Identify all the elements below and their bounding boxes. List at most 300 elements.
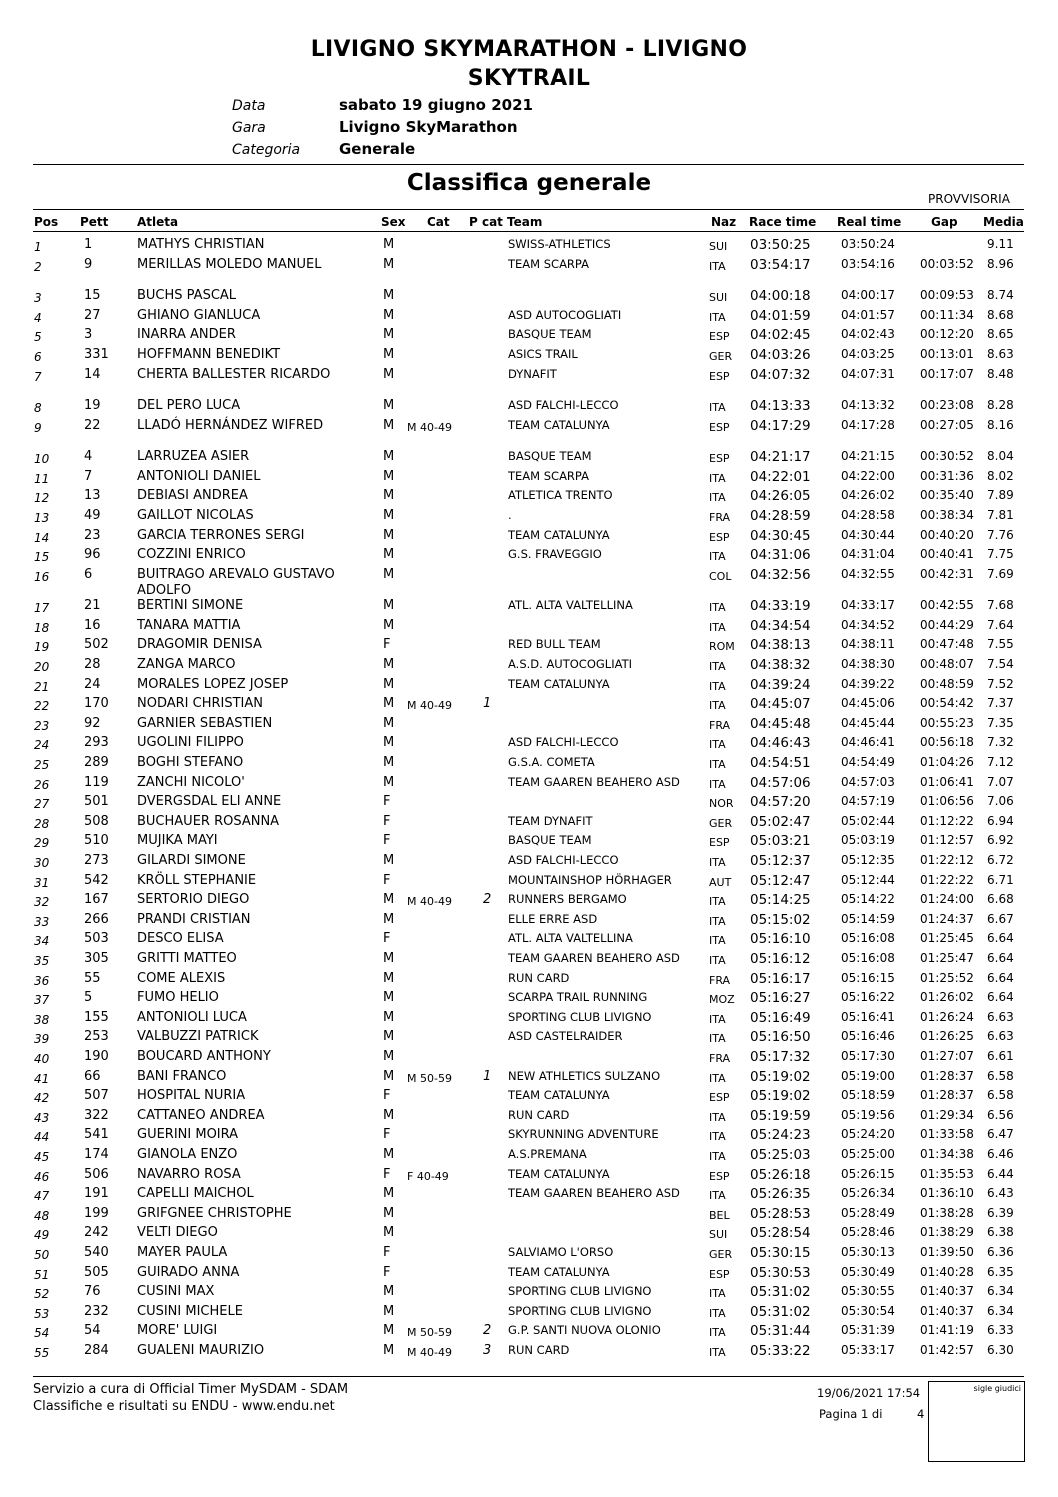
cell-real: 04:54:49 — [841, 755, 895, 769]
cell-team: TEAM CATALUNYA — [508, 527, 610, 542]
cell-real: 05:19:56 — [841, 1107, 895, 1122]
cell-name: GARCIA TERRONES SERGI — [137, 527, 305, 543]
cell-sex: F — [383, 637, 391, 653]
cell-time: 05:12:47 — [750, 872, 811, 889]
cell-naz: GER — [709, 1248, 733, 1261]
cell-real: 05:16:41 — [841, 1009, 895, 1024]
table-row — [0, 833, 1058, 853]
cell-pett: 331 — [84, 346, 109, 362]
cell-name: SERTORIO DIEGO — [137, 892, 250, 908]
cell-media: 7.89 — [987, 488, 1014, 503]
cell-media: 6.92 — [987, 833, 1014, 848]
cell-time: 04:01:59 — [750, 307, 811, 324]
cell-team: ASD FALCHI-LECCO — [508, 398, 619, 412]
col-atleta: Atleta — [137, 215, 179, 229]
cell-team: G.P. SANTI NUOVA OLONIO — [508, 1323, 661, 1338]
table-row — [0, 1088, 1058, 1108]
cell-pos: 37 — [34, 993, 50, 1008]
cell-gap: 01:41:19 — [920, 1323, 974, 1338]
cell-gap: 01:38:28 — [920, 1205, 974, 1220]
table-row — [0, 892, 1058, 912]
col-team: Team — [507, 215, 543, 229]
cell-name: BUITRAGO AREVALO GUSTAVO ADOLFO — [137, 566, 335, 598]
cell-pett: 66 — [84, 1068, 101, 1084]
cell-time: 03:50:25 — [750, 237, 811, 253]
cell-team: RUN CARD — [508, 1107, 570, 1122]
cell-sex: M — [383, 970, 395, 986]
cell-gap: 01:40:28 — [920, 1264, 974, 1279]
cell-media: 7.81 — [987, 507, 1014, 522]
cell-naz: ESP — [709, 1169, 730, 1183]
cell-cat: M 50-59 — [407, 1071, 452, 1085]
cell-sex: F — [383, 931, 391, 947]
table-row — [0, 327, 1058, 347]
cell-media: 6.64 — [987, 951, 1014, 965]
cell-name: GIANOLA ENZO — [137, 1147, 238, 1162]
cell-gap: 00:09:53 — [920, 288, 974, 303]
cell-naz: ITA — [709, 310, 726, 324]
cell-real: 05:30:13 — [841, 1245, 895, 1259]
cell-sex: F — [383, 833, 391, 849]
table-row — [0, 1010, 1058, 1030]
table-row — [0, 237, 1058, 257]
cell-real: 05:12:35 — [841, 853, 895, 867]
cell-name: LLADÓ HERNÁNDEZ WIFRED — [137, 417, 324, 433]
cell-real: 04:07:31 — [841, 366, 895, 381]
cell-time: 05:31:02 — [750, 1284, 811, 1301]
cell-sex: M — [383, 346, 395, 362]
cell-sex: M — [383, 1049, 395, 1064]
cell-naz: ITA — [709, 1326, 726, 1340]
cell-real: 04:57:03 — [841, 774, 895, 789]
cell-sex: M — [383, 288, 395, 304]
cell-naz: ITA — [709, 1032, 726, 1046]
cell-name: NODARI CHRISTIAN — [137, 696, 263, 712]
cell-media: 6.33 — [987, 1323, 1014, 1338]
cell-naz: ITA — [709, 491, 726, 505]
cell-time: 04:30:45 — [750, 527, 811, 544]
cell-media: 7.52 — [987, 676, 1014, 691]
cell-gap: 01:42:57 — [920, 1343, 974, 1357]
cell-pos: 39 — [34, 1032, 50, 1047]
cell-naz: ITA — [709, 699, 726, 713]
cell-time: 05:12:37 — [750, 853, 811, 869]
cell-gap: 01:26:25 — [920, 1029, 974, 1044]
cell-time: 05:16:50 — [750, 1029, 811, 1046]
footer-results-link: Classifiche e risultati su ENDU - www.endu.net — [33, 1399, 335, 1414]
cell-gap: 01:40:37 — [920, 1284, 974, 1299]
cell-naz: ITA — [709, 1346, 726, 1359]
classification-heading: Classifica generale — [406, 170, 652, 196]
cell-gap: 01:06:41 — [920, 774, 974, 789]
cell-media: 6.64 — [987, 990, 1014, 1005]
table-row — [0, 547, 1058, 567]
cell-sex: M — [383, 735, 395, 751]
cell-real: 05:14:22 — [841, 892, 895, 907]
table-row — [0, 1245, 1058, 1265]
cell-time: 04:03:26 — [750, 346, 811, 363]
cell-pos: 29 — [34, 836, 50, 851]
table-row — [0, 347, 1058, 367]
cell-media: 8.28 — [987, 398, 1014, 412]
cell-media: 6.47 — [987, 1127, 1014, 1142]
table-row — [0, 1108, 1058, 1128]
cell-gap: 00:23:08 — [920, 398, 974, 412]
cell-gap: 01:29:34 — [920, 1107, 974, 1122]
table-row — [0, 873, 1058, 893]
cell-pett: 322 — [84, 1107, 109, 1123]
cell-pos: 4 — [34, 310, 42, 325]
cell-team: ATL. ALTA VALTELLINA — [508, 598, 633, 613]
cell-gap: 01:36:10 — [920, 1186, 974, 1201]
cell-real: 04:01:57 — [841, 307, 895, 322]
cell-sex: M — [383, 657, 395, 672]
cell-name: GUALENI MAURIZIO — [137, 1343, 265, 1358]
cell-naz: ITA — [709, 738, 726, 752]
cell-media: 7.12 — [987, 755, 1014, 769]
cell-pcat: 2 — [483, 892, 492, 908]
cell-media: 6.38 — [987, 1225, 1014, 1240]
cell-pos: 46 — [34, 1169, 50, 1184]
cell-naz: ITA — [709, 401, 726, 414]
cell-team: DYNAFIT — [508, 366, 557, 381]
cell-team: A.S.D. AUTOCOGLIATI — [508, 657, 632, 671]
cell-gap: 00:42:55 — [920, 598, 974, 613]
cell-real: 04:34:52 — [841, 617, 895, 632]
cell-time: 05:16:49 — [750, 1009, 811, 1026]
cell-sex: M — [383, 507, 395, 523]
cell-pos: 27 — [34, 797, 50, 812]
cell-naz: SUI — [709, 240, 728, 253]
cell-pett: 289 — [84, 755, 109, 770]
cell-team: RED BULL TEAM — [508, 637, 601, 652]
table-row — [0, 1127, 1058, 1147]
cell-gap: 01:12:57 — [920, 833, 974, 848]
cell-name: MUJIKA MAYI — [137, 833, 218, 849]
cell-pett: 242 — [84, 1225, 109, 1241]
cell-time: 05:14:25 — [750, 892, 811, 909]
cell-sex: M — [383, 488, 395, 504]
table-row — [0, 469, 1058, 489]
status-label: PROVVISORIA — [928, 192, 1010, 206]
cell-media: 6.63 — [987, 1029, 1014, 1044]
cell-name: BUCHAUER ROSANNA — [137, 813, 280, 829]
cell-name: GRIFGNEE CHRISTOPHE — [137, 1205, 292, 1221]
cell-pos: 3 — [34, 291, 42, 306]
cell-pos: 28 — [34, 816, 50, 831]
cell-naz: ITA — [709, 1012, 726, 1026]
cell-name: GARNIER SEBASTIEN — [137, 715, 273, 731]
cell-media: 8.16 — [987, 417, 1014, 432]
cell-naz: ITA — [709, 471, 726, 485]
cell-naz: ITA — [709, 550, 726, 564]
cell-pcat: 3 — [483, 1343, 492, 1358]
table-row — [0, 1069, 1058, 1089]
cell-pos: 47 — [34, 1189, 50, 1204]
cell-name: BERTINI SIMONE — [137, 598, 244, 614]
cell-name: GAILLOT NICOLAS — [137, 507, 254, 523]
cell-time: 05:16:10 — [750, 931, 811, 948]
cell-media: 7.37 — [987, 696, 1014, 711]
cell-name: PRANDI CRISTIAN — [137, 911, 251, 927]
col-real-time: Real time — [837, 215, 902, 229]
cell-time: 05:17:32 — [750, 1049, 811, 1065]
cell-real: 05:30:49 — [841, 1264, 895, 1279]
cell-pett: 542 — [84, 872, 109, 888]
cell-pett: 170 — [84, 696, 109, 712]
cell-gap: 01:39:50 — [920, 1245, 974, 1259]
cell-time: 04:28:59 — [750, 507, 811, 524]
cell-team: TEAM GAAREN BEAHERO ASD — [508, 951, 680, 965]
cell-gap: 01:28:37 — [920, 1088, 974, 1103]
cell-real: 04:45:44 — [841, 715, 895, 730]
cell-pett: 6 — [84, 566, 93, 582]
cell-gap: 00:11:34 — [920, 307, 974, 322]
cell-time: 04:13:33 — [750, 398, 811, 414]
cell-pos: 45 — [34, 1150, 50, 1164]
cell-time: 05:16:17 — [750, 970, 811, 987]
cell-media: 7.55 — [987, 637, 1014, 652]
cell-pett: 505 — [84, 1264, 109, 1280]
cell-media: 6.64 — [987, 970, 1014, 985]
cell-name: MATHYS CHRISTIAN — [137, 237, 265, 252]
cell-pett: 16 — [84, 617, 101, 633]
meta-data-label: Data — [232, 98, 266, 114]
cell-pett: 510 — [84, 833, 109, 849]
cell-pos: 44 — [34, 1130, 50, 1145]
cell-pos: 12 — [34, 491, 50, 506]
cell-cat: M 40-49 — [407, 1346, 452, 1359]
table-row — [0, 288, 1058, 308]
cell-naz: GER — [709, 349, 733, 363]
cell-team: TEAM CATALUNYA — [508, 1264, 610, 1279]
cell-sex: F — [383, 1088, 391, 1104]
cell-cat: M 40-49 — [407, 699, 452, 713]
cell-name: DVERGSDAL ELI ANNE — [137, 794, 282, 810]
cell-gap: 01:04:26 — [920, 755, 974, 769]
cell-real: 04:17:28 — [841, 417, 895, 432]
cell-real: 04:33:17 — [841, 598, 895, 613]
cell-pett: 253 — [84, 1029, 109, 1045]
cell-name: BOGHI STEFANO — [137, 755, 244, 770]
cell-time: 04:57:06 — [750, 774, 811, 791]
cell-real: 05:12:44 — [841, 872, 895, 887]
cell-real: 04:45:06 — [841, 696, 895, 711]
cell-name: GUERINI MOIRA — [137, 1127, 239, 1143]
cell-real: 05:28:49 — [841, 1205, 895, 1220]
cell-sex: M — [383, 327, 395, 343]
cell-pos: 10 — [34, 452, 50, 467]
cell-pos: 5 — [34, 330, 42, 345]
cell-cat: M 40-49 — [407, 895, 452, 909]
cell-gap: 01:22:22 — [920, 872, 974, 887]
cell-media: 6.94 — [987, 813, 1014, 828]
cell-naz: ITA — [709, 895, 726, 909]
cell-name: UGOLINI FILIPPO — [137, 735, 244, 751]
cell-media: 8.65 — [987, 327, 1014, 342]
cell-time: 04:31:06 — [750, 547, 811, 564]
cell-time: 05:24:23 — [750, 1127, 811, 1144]
cell-pos: 50 — [34, 1248, 50, 1262]
cell-naz: ESP — [709, 836, 730, 850]
cell-pos: 18 — [34, 620, 50, 635]
cell-pos: 41 — [34, 1071, 50, 1086]
cell-media: 7.54 — [987, 657, 1014, 671]
cell-pett: 5 — [84, 990, 93, 1006]
cell-time: 05:16:27 — [750, 990, 811, 1007]
cell-media: 6.36 — [987, 1245, 1014, 1259]
cell-media: 6.44 — [987, 1166, 1014, 1181]
cell-pos: 43 — [34, 1110, 50, 1125]
cell-real: 04:00:17 — [841, 288, 895, 303]
cell-team: SWISS-ATHLETICS — [508, 237, 611, 251]
cell-pos: 23 — [34, 718, 50, 733]
cell-media: 7.64 — [987, 617, 1014, 632]
cell-gap: 01:06:56 — [920, 794, 974, 809]
table-row — [0, 775, 1058, 795]
cell-pett: 541 — [84, 1127, 109, 1143]
cell-gap: 01:40:37 — [920, 1303, 974, 1318]
cell-pett: 167 — [84, 892, 109, 908]
table-row — [0, 398, 1058, 418]
cell-gap: 00:31:36 — [920, 468, 974, 483]
cell-time: 05:19:02 — [750, 1088, 811, 1105]
cell-gap: 00:48:07 — [920, 657, 974, 671]
cell-time: 05:28:54 — [750, 1225, 811, 1242]
cell-time: 05:26:35 — [750, 1186, 811, 1203]
cell-pcat: 1 — [483, 1068, 492, 1084]
cell-naz: SUI — [709, 291, 728, 305]
cell-sex: M — [383, 1068, 395, 1084]
cell-naz: ITA — [709, 1110, 726, 1124]
cell-pcat: 1 — [483, 696, 492, 712]
cell-real: 04:13:32 — [841, 398, 895, 412]
cell-team: TEAM CATALUNYA — [508, 1088, 610, 1103]
cell-time: 04:34:54 — [750, 617, 811, 634]
table-row — [0, 1147, 1058, 1167]
cell-cat: F 40-49 — [407, 1169, 449, 1183]
cell-time: 04:07:32 — [750, 366, 811, 383]
header-divider — [33, 164, 1024, 165]
cell-sex: M — [383, 1009, 395, 1025]
cell-gap: 01:38:29 — [920, 1225, 974, 1240]
cell-team: MOUNTAINSHOP HÖRHAGER — [508, 872, 672, 887]
table-row — [0, 1284, 1058, 1304]
table-row — [0, 637, 1058, 657]
cell-naz: ESP — [709, 452, 730, 466]
cell-media: 6.34 — [987, 1284, 1014, 1299]
cell-name: ZANCHI NICOLO' — [137, 774, 245, 790]
cell-name: LARRUZEA ASIER — [137, 449, 250, 465]
cell-team: SCARPA TRAIL RUNNING — [508, 990, 648, 1005]
cell-media: 8.74 — [987, 288, 1014, 303]
table-row — [0, 257, 1058, 277]
cell-pett: 501 — [84, 794, 109, 810]
table-row — [0, 1304, 1058, 1324]
cell-media: 7.68 — [987, 598, 1014, 613]
cell-media: 6.35 — [987, 1264, 1014, 1279]
footer-service: Servizio a cura di Official Timer MySDAM - SDAM — [33, 1382, 349, 1397]
cell-time: 05:02:47 — [750, 813, 811, 830]
cell-sex: F — [383, 872, 391, 888]
cell-media: 7.32 — [987, 735, 1014, 750]
cell-media: 6.58 — [987, 1068, 1014, 1083]
cell-real: 04:32:55 — [841, 566, 895, 581]
cell-sex: M — [383, 256, 395, 272]
cell-name: DEBIASI ANDREA — [137, 488, 248, 504]
cell-naz: ITA — [709, 660, 726, 673]
cell-media: 6.56 — [987, 1107, 1014, 1122]
cell-gap: 01:25:52 — [920, 970, 974, 985]
cell-name: MAYER PAULA — [137, 1245, 228, 1260]
col-gap: Gap — [931, 215, 958, 229]
meta-gara-label: Gara — [232, 120, 266, 136]
table-row — [0, 1323, 1058, 1343]
cell-gap: 00:12:20 — [920, 327, 974, 342]
cell-real: 04:38:30 — [841, 657, 895, 671]
cell-pos: 51 — [34, 1267, 50, 1282]
col-naz: Naz — [711, 215, 737, 229]
cell-real: 05:25:00 — [841, 1147, 895, 1161]
table-top-divider — [33, 209, 1024, 210]
cell-team: RUNNERS BERGAMO — [508, 892, 627, 907]
cell-media: 7.75 — [987, 547, 1014, 562]
cell-pett: 3 — [84, 327, 93, 343]
cell-real: 05:30:54 — [841, 1303, 895, 1318]
col-race-time: Race time — [749, 215, 817, 229]
cell-gap: 01:24:37 — [920, 911, 974, 926]
cell-pett: 54 — [84, 1323, 101, 1339]
cell-naz: MOZ — [709, 993, 735, 1007]
table-row — [0, 528, 1058, 548]
cell-media: 6.34 — [987, 1303, 1014, 1318]
cell-sex: M — [383, 1029, 395, 1045]
cell-sex: M — [383, 1107, 395, 1123]
cell-sex: M — [383, 676, 395, 692]
cell-sex: M — [383, 1147, 395, 1162]
meta-data-value: sabato 19 giugno 2021 — [339, 96, 533, 114]
cell-real: 05:33:17 — [841, 1343, 895, 1357]
cell-time: 05:28:53 — [750, 1205, 811, 1222]
meta-gara-value: Livigno SkyMarathon — [339, 118, 518, 136]
cell-pos: 16 — [34, 569, 50, 584]
cell-gap: 00:40:41 — [920, 547, 974, 562]
footer-page-label: Pagina 1 di — [819, 1407, 883, 1421]
cell-team: ATLETICA TRENTO — [508, 488, 613, 503]
cell-naz: ITA — [709, 620, 726, 634]
cell-media: 8.04 — [987, 449, 1014, 464]
cell-media: 6.63 — [987, 1009, 1014, 1024]
cell-team: SKYRUNNING ADVENTURE — [508, 1127, 659, 1142]
table-row — [0, 598, 1058, 618]
cell-real: 05:16:08 — [841, 931, 895, 946]
cell-sex: M — [383, 774, 395, 790]
cell-name: DEL PERO LUCA — [137, 398, 241, 413]
cell-sex: M — [383, 696, 395, 712]
cell-name: BOUCARD ANTHONY — [137, 1049, 271, 1064]
cell-name: GRITTI MATTEO — [137, 951, 237, 966]
cell-name: BANI FRANCO — [137, 1068, 227, 1084]
table-row — [0, 618, 1058, 638]
cell-sex: F — [383, 1245, 391, 1260]
cell-real: 05:02:44 — [841, 813, 895, 828]
cell-pos: 36 — [34, 973, 50, 988]
cell-name: GILARDI SIMONE — [137, 853, 246, 868]
table-row — [0, 951, 1058, 971]
table-row — [0, 696, 1058, 716]
cell-sex: M — [383, 566, 395, 582]
cell-pos: 9 — [34, 420, 42, 435]
